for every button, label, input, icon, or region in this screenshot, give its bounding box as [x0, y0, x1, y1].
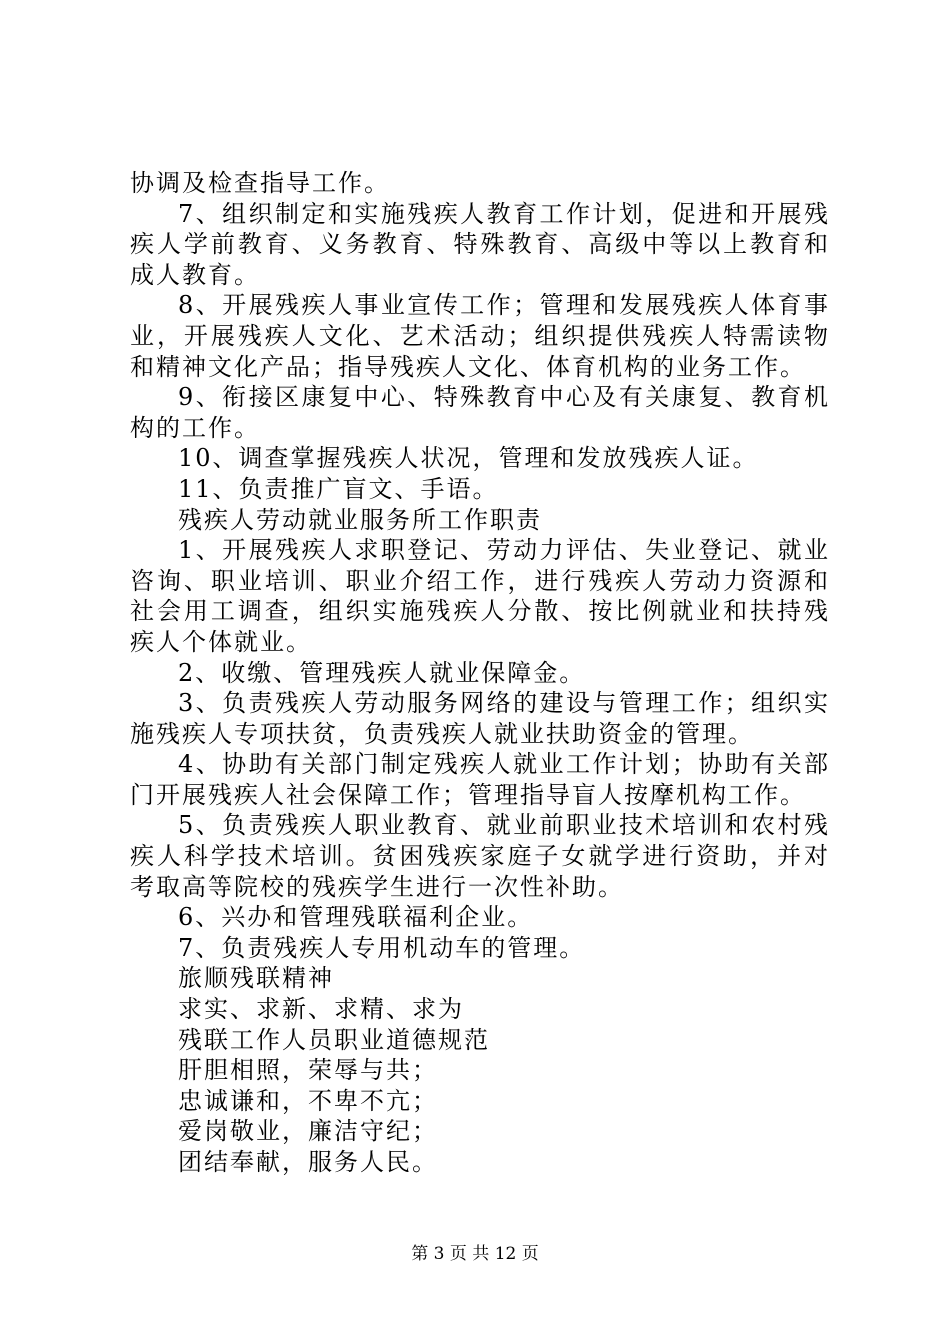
paragraph: 8、开展残疾人事业宣传工作；管理和发展残疾人体育事业，开展残疾人文化、艺术活动；组织提供残疾人特需读物和精神文化产品；指导残疾人文化、体育机构的业务工作。 — [130, 291, 830, 381]
body-text — [130, 168, 830, 1178]
paragraph: 6、兴办和管理残联福利企业。 — [178, 903, 534, 932]
paragraph: 9、衔接区康复中心、特殊教育中心及有关康复、教育机构的工作。 — [130, 383, 830, 442]
paragraph: 爱岗敬业，廉洁守纪； — [178, 1117, 438, 1146]
paragraph: 2、收缴、管理残疾人就业保障金。 — [178, 658, 586, 687]
paragraph: 求实、求新、求精、求为 — [178, 995, 464, 1024]
paragraph: 1、开展残疾人求职登记、劳动力评估、失业登记、就业咨询、职业培训、职业介绍工作，进行残疾人劳动力资源和社会用工调查，组织实施残疾人分散、按比例就业和扶持残疾人个体就业。 — [130, 536, 830, 656]
paragraph: 11、负责推广盲文、手语。 — [178, 474, 499, 503]
page-footer — [0, 1242, 950, 1266]
paragraph: 10、调查掌握残疾人状况，管理和发放残疾人证。 — [178, 444, 759, 473]
paragraph: 7、组织制定和实施残疾人教育工作计划，促进和开展残疾人学前教育、义务教育、特殊教育、高级中等以上教育和成人教育。 — [130, 199, 830, 289]
paragraph: 4、协助有关部门制定残疾人就业工作计划；协助有关部门开展残疾人社会保障工作；管理指导盲人按摩机构工作。 — [130, 750, 830, 809]
paragraph: 7、负责残疾人专用机动车的管理。 — [178, 933, 586, 962]
paragraph: 肝胆相照，荣辱与共； — [178, 1056, 438, 1085]
paragraph: 协调及检查指导工作。 — [130, 169, 390, 197]
page-number-label: 第 3 页 共 12 页 — [411, 1244, 539, 1264]
paragraph: 忠诚谦和，不卑不亢； — [178, 1086, 438, 1115]
section-heading: 旅顺残联精神 — [178, 964, 334, 993]
section-heading: 残联工作人员职业道德规范 — [178, 1025, 490, 1054]
paragraph: 5、负责残疾人职业教育、就业前职业技术培训和农村残疾人科学技术培训。贫困残疾家庭子女就学进行资助，并对考取高等院校的残疾学生进行一次性补助。 — [130, 811, 830, 901]
paragraph: 3、负责残疾人劳动服务网络的建设与管理工作；组织实施残疾人专项扶贫，负责残疾人就业扶助资金的管理。 — [130, 689, 830, 748]
section-heading: 残疾人劳动就业服务所工作职责 — [178, 505, 542, 534]
paragraph: 团结奉献，服务人民。 — [178, 1148, 438, 1176]
